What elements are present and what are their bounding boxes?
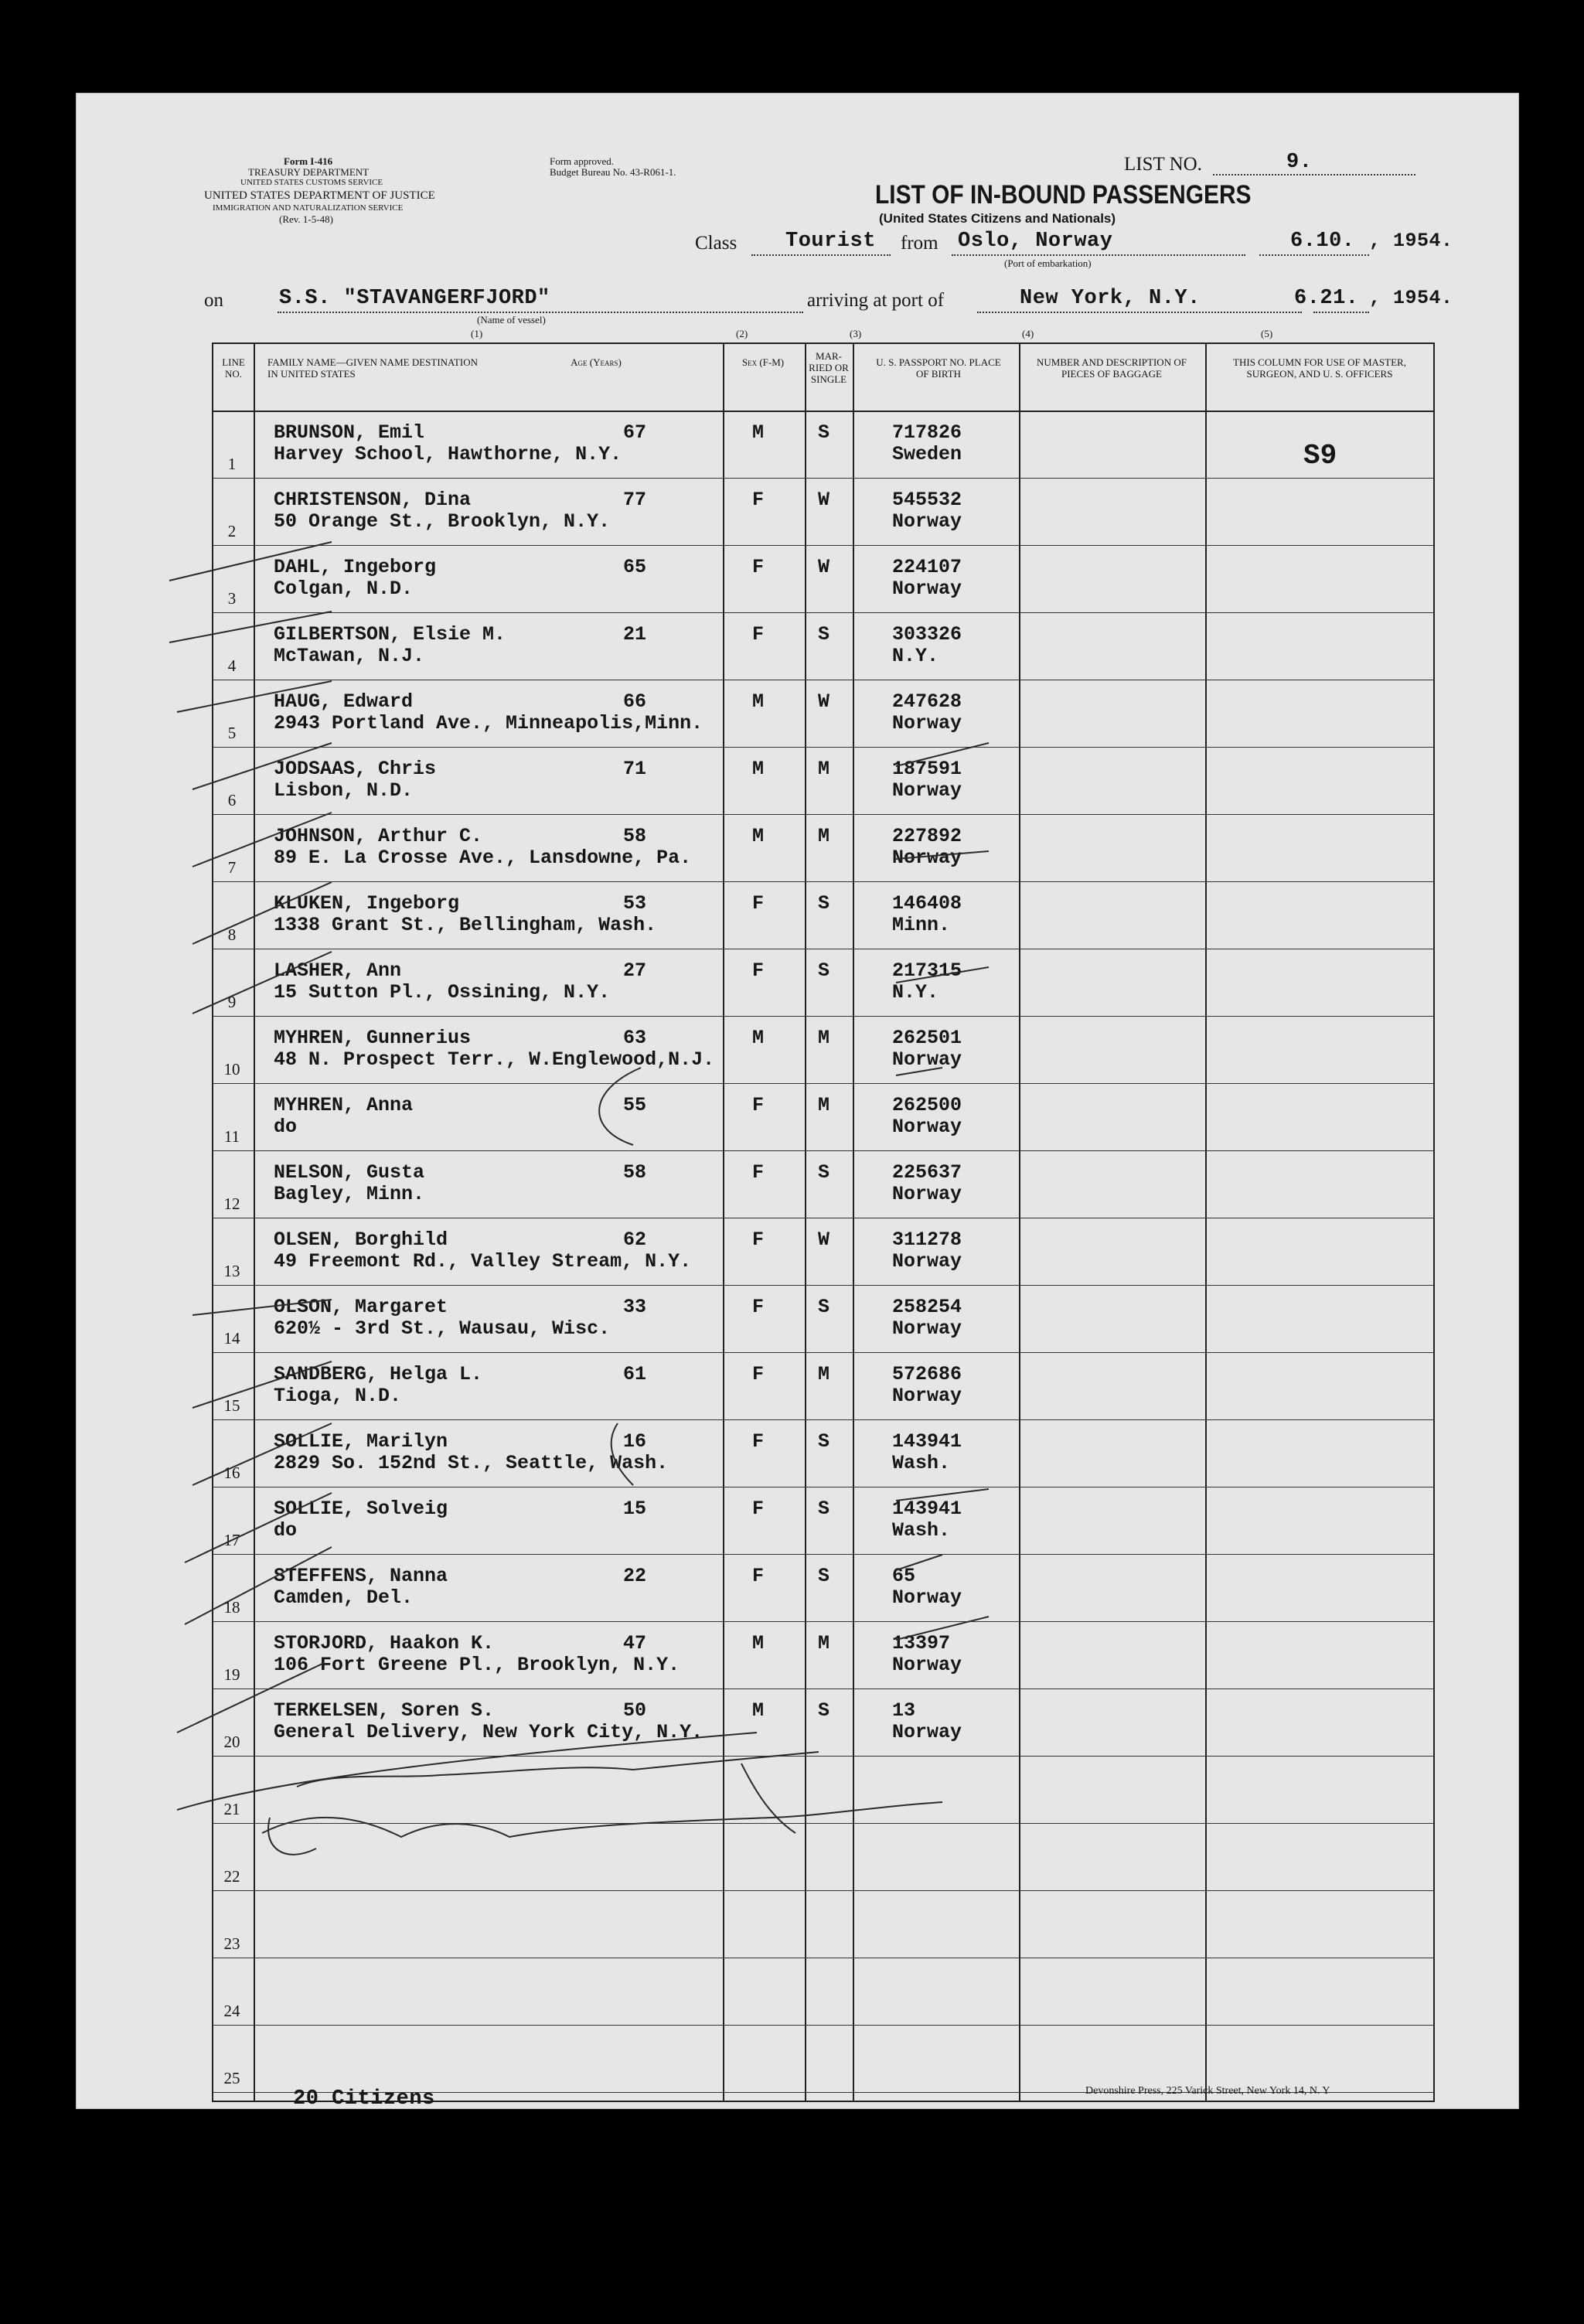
arrival-date: 6.21.: [1294, 287, 1359, 310]
passport-number: 217315: [892, 959, 962, 982]
passenger-name: JODSAAS, Chris: [274, 758, 437, 780]
passenger-name: SOLLIE, Marilyn: [274, 1430, 448, 1453]
arrival-year: , 1954.: [1369, 287, 1453, 309]
passenger-sex: F: [752, 959, 765, 982]
passenger-name: SANDBERG, Helga L.: [274, 1363, 483, 1385]
line-number: 9: [227, 993, 237, 1011]
passenger-name: HAUG, Edward: [274, 690, 414, 713]
passenger-name: NELSON, Gusta: [274, 1161, 425, 1184]
place-of-birth: Norway: [892, 1317, 962, 1340]
col-number-3: (3): [850, 328, 862, 339]
passenger-age: 21: [623, 623, 647, 646]
passport-number: 545532: [892, 489, 962, 511]
passenger-sex: M: [752, 1699, 765, 1722]
passenger-name: MYHREN, Anna: [274, 1094, 414, 1116]
passenger-marital-status: S: [818, 1430, 830, 1453]
place-of-birth: Norway: [892, 1721, 962, 1743]
passenger-name: LASHER, Ann: [274, 959, 402, 982]
form-page: [76, 93, 1519, 2109]
passenger-destination: 50 Orange St., Brooklyn, N.Y.: [274, 510, 611, 533]
passenger-age: 53: [623, 892, 647, 915]
passenger-age: 66: [623, 690, 647, 713]
line-number: 6: [227, 791, 237, 809]
passenger-age: 47: [623, 1632, 647, 1654]
passenger-marital-status: S: [818, 1296, 830, 1318]
place-of-birth: Norway: [892, 1048, 962, 1071]
passenger-destination: 48 N. Prospect Terr., W.Englewood,N.J.: [274, 1048, 715, 1071]
line-number: 8: [227, 925, 237, 944]
passenger-marital-status: M: [818, 1027, 830, 1049]
place-of-birth: Sweden: [892, 443, 962, 465]
passenger-destination: 89 E. La Crosse Ave., Lansdowne, Pa.: [274, 847, 692, 869]
place-of-birth: Wash.: [892, 1519, 951, 1542]
line-number: 21: [223, 1800, 240, 1818]
passenger-sex: M: [752, 421, 765, 444]
form-number: Form I-416: [284, 155, 333, 167]
line-number: 17: [223, 1531, 240, 1549]
line-number: 2: [227, 522, 237, 540]
line-number: 18: [223, 1598, 240, 1617]
passenger-marital-status: S: [818, 421, 830, 444]
col-number-2: (2): [736, 328, 748, 339]
col-number-1: (1): [471, 328, 483, 339]
passenger-age: 55: [623, 1094, 647, 1116]
passport-number: 227892: [892, 825, 962, 847]
passport-number: 224107: [892, 556, 962, 578]
passenger-name: BRUNSON, Emil: [274, 421, 425, 444]
passenger-marital-status: S: [818, 892, 830, 915]
passenger-age: 27: [623, 959, 647, 982]
passport-number: 13: [892, 1699, 916, 1722]
passport-number: 13397: [892, 1632, 951, 1654]
passenger-marital-status: S: [818, 1161, 830, 1184]
passenger-sex: F: [752, 1565, 765, 1587]
form-revision: (Rev. 1-5-48): [279, 213, 333, 225]
place-of-birth: Norway: [892, 847, 962, 869]
line-number: 13: [223, 1262, 240, 1280]
passenger-destination: Tioga, N.D.: [274, 1385, 402, 1407]
place-of-birth: Norway: [892, 578, 962, 600]
passenger-sex: M: [752, 1027, 765, 1049]
passenger-sex: F: [752, 1363, 765, 1385]
passport-number: 225637: [892, 1161, 962, 1184]
passenger-marital-status: S: [818, 1565, 830, 1587]
passenger-destination: 1338 Grant St., Bellingham, Wash.: [274, 914, 657, 936]
passport-number: 247628: [892, 690, 962, 713]
place-of-birth: Norway: [892, 712, 962, 734]
line-number: 23: [223, 1934, 240, 1953]
passport-number: 258254: [892, 1296, 962, 1318]
class-label: Class: [695, 233, 737, 254]
passenger-sex: F: [752, 1094, 765, 1116]
passenger-destination: General Delivery, New York City, N.Y.: [274, 1721, 703, 1743]
passenger-age: 58: [623, 825, 647, 847]
passenger-marital-status: M: [818, 1632, 830, 1654]
place-of-birth: N.Y.: [892, 981, 939, 1004]
passenger-marital-status: M: [818, 1363, 830, 1385]
passenger-sex: F: [752, 556, 765, 578]
line-number: 25: [223, 2069, 240, 2087]
passport-number: 303326: [892, 623, 962, 646]
passenger-name: STORJORD, Haakon K.: [274, 1632, 495, 1654]
arrival-port: New York, N.Y.: [1020, 287, 1201, 310]
passenger-name: KLUKEN, Ingeborg: [274, 892, 460, 915]
page-subtitle: (United States Citizens and Nationals): [879, 211, 1116, 226]
passport-number: 572686: [892, 1363, 962, 1385]
place-of-birth: Norway: [892, 1385, 962, 1407]
place-of-birth: Norway: [892, 1116, 962, 1138]
passenger-age: 16: [623, 1430, 647, 1453]
col-header-passport: U. S. PASSPORT NO. PLACE OF BIRTH: [876, 356, 1001, 380]
passenger-marital-status: S: [818, 1498, 830, 1520]
treasury-department: TREASURY DEPARTMENT: [248, 166, 370, 178]
place-of-birth: Minn.: [892, 914, 951, 936]
col-header-baggage: NUMBER AND DESCRIPTION OF PIECES OF BAGGAGE: [1037, 356, 1187, 380]
passenger-destination: do: [274, 1116, 298, 1138]
passenger-sex: F: [752, 489, 765, 511]
arriving-label: arriving at port of: [807, 290, 945, 311]
passenger-destination: 15 Sutton Pl., Ossining, N.Y.: [274, 981, 611, 1004]
col-header-name: FAMILY NAME—GIVEN NAME DESTINATION IN UNITED STATES: [267, 356, 479, 380]
place-of-birth: Norway: [892, 1250, 962, 1273]
place-of-birth: Norway: [892, 510, 962, 533]
passenger-name: TERKELSEN, Soren S.: [274, 1699, 495, 1722]
line-number: 4: [227, 656, 237, 675]
passenger-age: 67: [623, 421, 647, 444]
passport-number: 717826: [892, 421, 962, 444]
citizen-count: 20 Citizens: [293, 2087, 435, 2111]
passport-number: 65: [892, 1565, 916, 1587]
line-number: 10: [223, 1060, 240, 1079]
line-number: 16: [223, 1464, 240, 1482]
vessel-caption: (Name of vessel): [477, 314, 546, 325]
passenger-marital-status: W: [818, 1228, 830, 1251]
col-header-age: Age (Years): [571, 356, 622, 368]
passenger-age: 58: [623, 1161, 647, 1184]
line-number: 19: [223, 1665, 240, 1684]
passport-number: 262501: [892, 1027, 962, 1049]
port-caption: (Port of embarkation): [1004, 257, 1092, 269]
passenger-sex: M: [752, 758, 765, 780]
form-approved: Form approved.: [550, 155, 615, 167]
place-of-birth: Norway: [892, 1586, 962, 1609]
place-of-birth: Norway: [892, 1183, 962, 1205]
passenger-name: STEFFENS, Nanna: [274, 1565, 448, 1587]
passport-number: 262500: [892, 1094, 962, 1116]
passenger-age: 33: [623, 1296, 647, 1318]
line-number: 12: [223, 1194, 240, 1213]
passenger-marital-status: W: [818, 690, 830, 713]
passenger-marital-status: S: [818, 623, 830, 646]
passenger-sex: F: [752, 892, 765, 915]
passenger-name: OLSEN, Borghild: [274, 1228, 448, 1251]
passenger-destination: do: [274, 1519, 298, 1542]
ins-service: IMMIGRATION AND NATURALIZATION SERVICE: [213, 203, 404, 213]
passenger-sex: M: [752, 1632, 765, 1654]
printer-imprint: Devonshire Press, 225 Varick Street, New York 14, N. Y: [1085, 2085, 1330, 2097]
passenger-age: 65: [623, 556, 647, 578]
passenger-destination: Harvey School, Hawthorne, N.Y.: [274, 443, 622, 465]
line-number: 5: [227, 724, 237, 742]
line-number: 1: [227, 455, 237, 473]
passport-number: 143941: [892, 1498, 962, 1520]
passenger-sex: M: [752, 690, 765, 713]
class-value: Tourist: [785, 230, 876, 253]
line-number: 20: [223, 1733, 240, 1751]
line-number: 7: [227, 858, 237, 877]
passenger-marital-status: W: [818, 556, 830, 578]
passenger-sex: F: [752, 1161, 765, 1184]
passenger-age: 63: [623, 1027, 647, 1049]
line-number: 11: [223, 1127, 240, 1146]
passport-number: 146408: [892, 892, 962, 915]
col-header-married: MAR- RIED OR SINGLE: [809, 350, 849, 385]
passenger-marital-status: W: [818, 489, 830, 511]
passenger-sex: F: [752, 1430, 765, 1453]
passenger-sex: F: [752, 1296, 765, 1318]
line-number: 22: [223, 1867, 240, 1886]
passenger-destination: Camden, Del.: [274, 1586, 414, 1609]
line-number: 15: [223, 1396, 240, 1415]
passenger-age: 22: [623, 1565, 647, 1587]
passenger-name: SOLLIE, Solveig: [274, 1498, 448, 1520]
passenger-marital-status: M: [818, 1094, 830, 1116]
passenger-marital-status: S: [818, 959, 830, 982]
list-no-label: LIST NO.: [1124, 154, 1202, 175]
passenger-age: 71: [623, 758, 647, 780]
passenger-age: 50: [623, 1699, 647, 1722]
passenger-sex: F: [752, 1498, 765, 1520]
passenger-destination: Bagley, Minn.: [274, 1183, 425, 1205]
passenger-destination: 2829 So. 152nd St., Seattle, Wash.: [274, 1452, 669, 1474]
list-no-value: 9.: [1286, 151, 1313, 174]
passenger-destination: Colgan, N.D.: [274, 578, 414, 600]
from-label: from: [901, 233, 938, 254]
place-of-birth: Wash.: [892, 1452, 951, 1474]
passenger-age: 61: [623, 1363, 647, 1385]
passenger-sex: F: [752, 623, 765, 646]
passenger-destination: 49 Freemont Rd., Valley Stream, N.Y.: [274, 1250, 692, 1273]
passport-number: 187591: [892, 758, 962, 780]
depart-year: , 1954.: [1369, 230, 1453, 252]
line-number: 24: [223, 2002, 240, 2020]
customs-service: UNITED STATES CUSTOMS SERVICE: [240, 178, 383, 187]
page-title: LIST OF IN-BOUND PASSENGERS: [875, 180, 1252, 210]
passenger-sex: M: [752, 825, 765, 847]
passenger-marital-status: M: [818, 758, 830, 780]
budget-bureau: Budget Bureau No. 43-R061-1.: [550, 166, 676, 178]
passenger-name: JOHNSON, Arthur C.: [274, 825, 483, 847]
passenger-marital-status: M: [818, 825, 830, 847]
line-number: 14: [223, 1329, 240, 1348]
passenger-age: 77: [623, 489, 647, 511]
passport-number: 143941: [892, 1430, 962, 1453]
passenger-age: 62: [623, 1228, 647, 1251]
passport-number: 311278: [892, 1228, 962, 1251]
passenger-sex: F: [752, 1228, 765, 1251]
vessel-name: S.S. "STAVANGERFJORD": [279, 287, 550, 310]
passenger-name: MYHREN, Gunnerius: [274, 1027, 472, 1049]
passenger-name: GILBERTSON, Elsie M.: [274, 623, 506, 646]
passenger-destination: 2943 Portland Ave., Minneapolis,Minn.: [274, 712, 703, 734]
passenger-destination: Lisbon, N.D.: [274, 779, 414, 802]
col-number-5: (5): [1261, 328, 1273, 339]
justice-department: UNITED STATES DEPARTMENT OF JUSTICE: [204, 189, 435, 202]
on-label: on: [204, 290, 223, 311]
passenger-name: OLSON, Margaret: [274, 1296, 448, 1318]
handwriting-marks: [77, 94, 1518, 2108]
passenger-name: DAHL, Ingeborg: [274, 556, 437, 578]
depart-date: 6.10.: [1290, 230, 1355, 253]
from-value: Oslo, Norway: [958, 230, 1113, 253]
passenger-destination: McTawan, N.J.: [274, 645, 425, 667]
passenger-destination: 620½ - 3rd St., Wausau, Wisc.: [274, 1317, 611, 1340]
place-of-birth: Norway: [892, 779, 962, 802]
officer-mark: S9: [1303, 440, 1337, 472]
passenger-age: 15: [623, 1498, 647, 1520]
col-header-sex: Sex (F-M): [741, 356, 785, 368]
place-of-birth: Norway: [892, 1654, 962, 1676]
place-of-birth: N.Y.: [892, 645, 939, 667]
passenger-destination: 106 Fort Greene Pl., Brooklyn, N.Y.: [274, 1654, 680, 1676]
col-header-line-no: LINE NO.: [222, 356, 245, 380]
passenger-name: CHRISTENSON, Dina: [274, 489, 472, 511]
passenger-marital-status: S: [818, 1699, 830, 1722]
line-number: 3: [227, 589, 237, 608]
col-number-4: (4): [1022, 328, 1034, 339]
col-header-officers: THIS COLUMN FOR USE OF MASTER, SURGEON, AND U. S. OFFICERS: [1233, 356, 1406, 380]
